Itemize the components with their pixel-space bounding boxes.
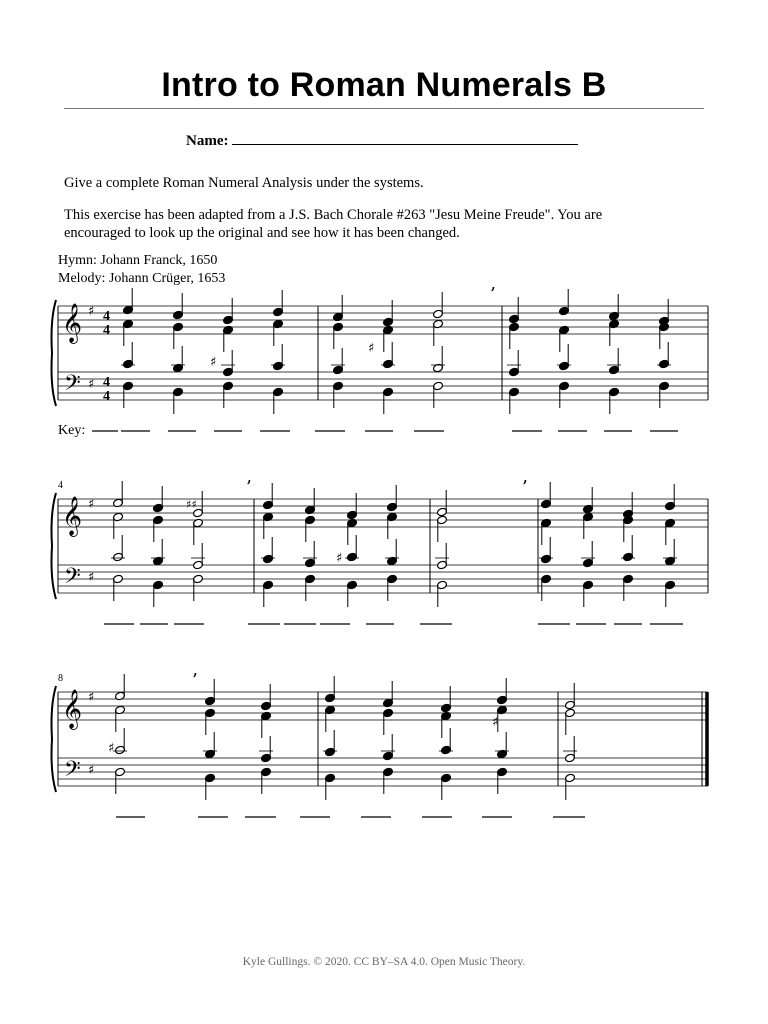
breath-mark-icon: ’ [246, 477, 252, 498]
bass-clef-icon: 𝄢 [64, 757, 81, 787]
sharp-accidental-icon: ♯ [108, 741, 115, 756]
treble-clef-icon: 𝄞 [62, 689, 83, 729]
key-signature-sharp-icon: ♯ [88, 690, 95, 705]
bass-clef-icon: 𝄢 [64, 564, 81, 594]
system-brace [52, 300, 57, 406]
time-sig-top-treble-den: 4 [103, 323, 110, 338]
key-signature-sharp-icon: ♯ [88, 304, 95, 319]
system-brace [52, 686, 57, 792]
bass-clef-icon: 𝄢 [64, 371, 81, 401]
page-title: Intro to Roman Numerals B [161, 66, 607, 104]
time-sig-bass-den: 4 [103, 389, 110, 404]
breath-mark-icon: ’ [522, 477, 528, 498]
key-signature-sharp-icon: ♯ [88, 763, 95, 778]
key-signature-sharp-icon: ♯ [88, 497, 95, 512]
sharp-accidental-icon: ♯ [368, 341, 375, 356]
treble-clef-icon: 𝄞 [62, 496, 83, 536]
key-signature-sharp-icon: ♯ [88, 377, 95, 392]
time-sig-bass-num: 4 [103, 375, 110, 390]
adaptation-note-line-1: This exercise has been adapted from a J.S. Bach Chorale #263 "Jesu Meine Freude". You are [64, 207, 603, 223]
sharp-accidental-icon: ♯ [492, 715, 499, 730]
key-signature-sharp-icon: ♯ [88, 570, 95, 585]
hymn-credit: Hymn: Johann Franck, 1650 [58, 253, 218, 268]
system-brace [52, 493, 57, 599]
copyright-footer: Kyle Gullings. © 2020. CC BY–SA 4.0. Open Music Theory. [242, 956, 526, 968]
instructions-text: Give a complete Roman Numeral Analysis under the systems. [64, 175, 424, 191]
measure-number-4: 4 [58, 480, 63, 491]
sharp-accidental-icon: ♯ [210, 355, 217, 370]
name-label: Name: [186, 133, 229, 149]
key-label: Key: [58, 423, 86, 438]
double-sharp-accidentals-icon: ♯♯ [186, 498, 197, 511]
breath-mark-icon: ’ [192, 670, 198, 691]
time-sig-top-treble-num: 4 [103, 309, 110, 324]
adaptation-note-line-2: encouraged to look up the original and see how it has been changed. [64, 225, 460, 241]
melody-credit: Melody: Johann Crüger, 1653 [58, 271, 226, 286]
treble-clef-icon: 𝄞 [62, 303, 83, 343]
breath-mark-icon: ’ [490, 284, 496, 305]
measure-number-8: 8 [58, 673, 63, 684]
sharp-accidental-icon: ♯ [336, 551, 343, 566]
